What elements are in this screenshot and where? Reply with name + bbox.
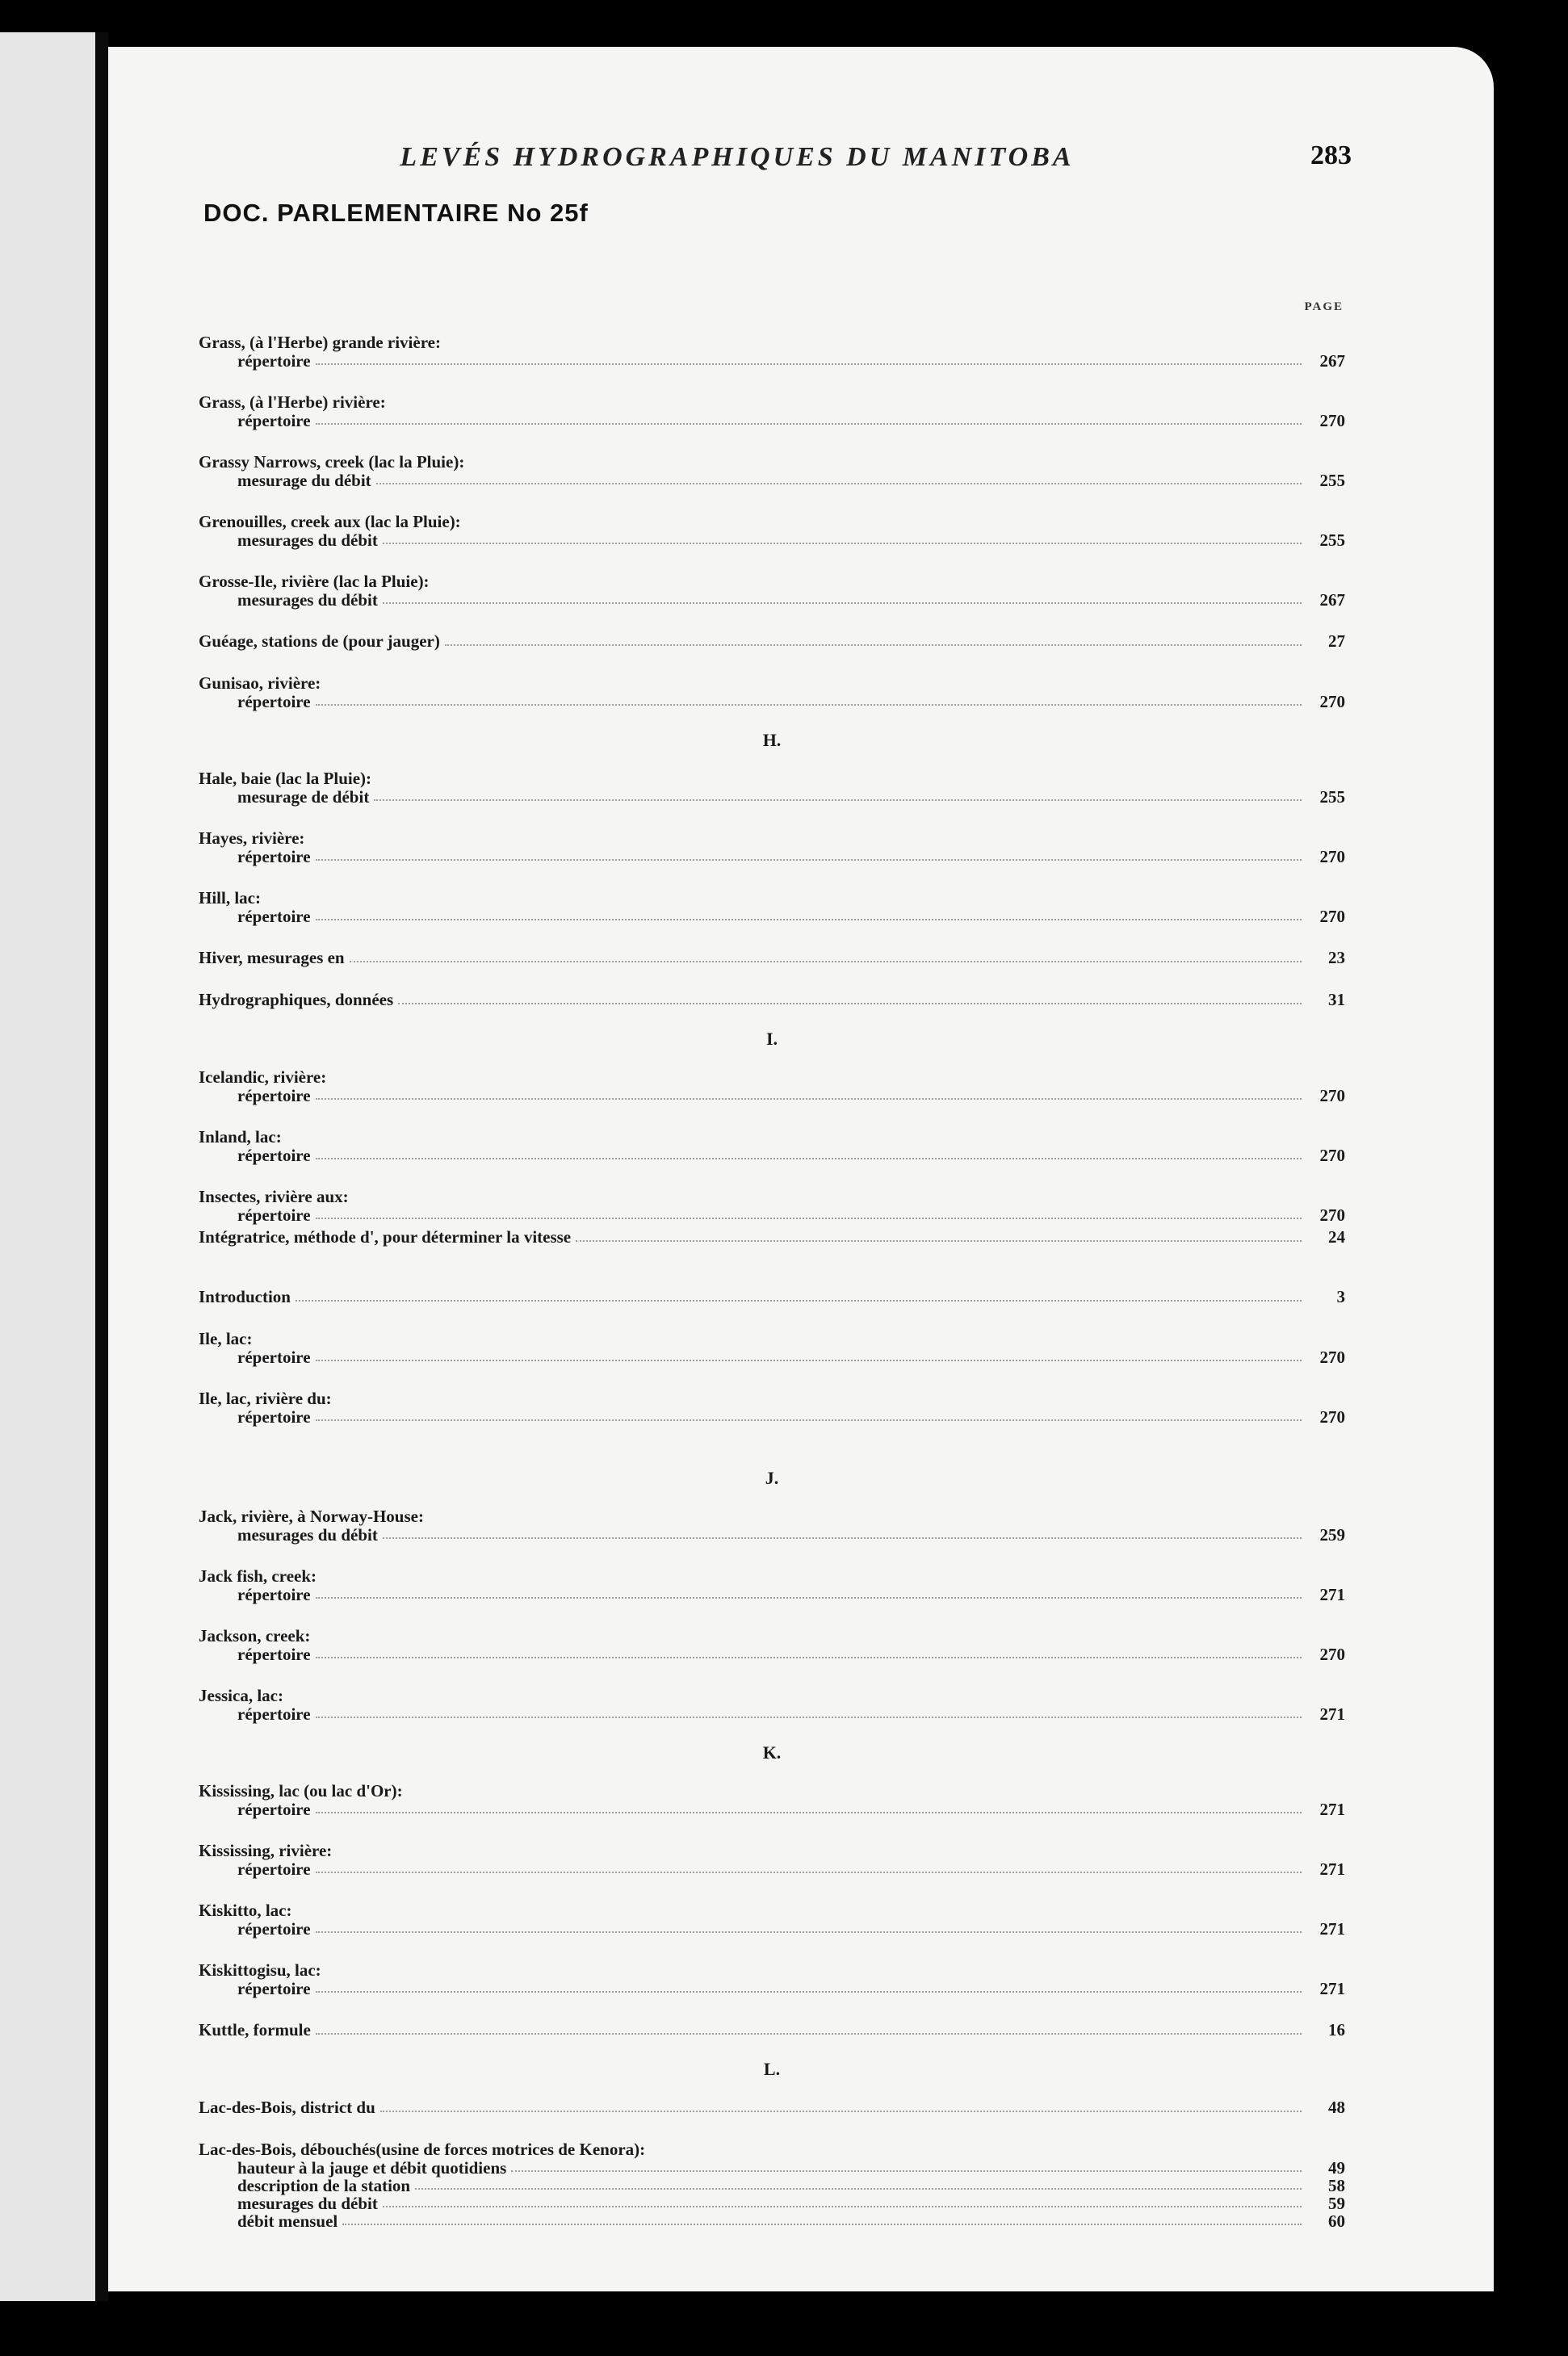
entry-label: répertoire: [237, 1645, 311, 1664]
entry-label: répertoire: [237, 1859, 311, 1879]
left-page-edge: [0, 32, 95, 2301]
entry-label: répertoire: [237, 1086, 311, 1105]
dot-leader: [316, 1991, 1302, 1993]
entry-label: répertoire: [237, 1704, 311, 1724]
dot-leader: [445, 644, 1302, 646]
page-ref: 270: [1319, 1146, 1345, 1165]
entry-label: répertoire: [237, 847, 311, 866]
entry-heading: Kiskitto, lac:: [199, 1901, 292, 1920]
index-entry: [199, 1841, 1345, 1878]
index-subentry: [199, 1920, 1345, 1938]
page-ref: 58: [1328, 2176, 1345, 2195]
index-subentry: [199, 1705, 1345, 1723]
dot-leader: [398, 1003, 1302, 1004]
index-entry: [199, 1781, 1345, 1818]
index-subentry: [199, 1586, 1345, 1604]
section-letter: L.: [763, 2059, 781, 2079]
page-ref: 270: [1319, 1086, 1345, 1105]
index-entry: [199, 948, 1345, 967]
page-ref: 271: [1319, 1919, 1345, 1939]
page-number: 283: [1310, 140, 1352, 170]
index-list: [199, 310, 1345, 2230]
page-ref: 270: [1319, 692, 1345, 711]
dot-leader: [316, 1098, 1302, 1100]
index-entry: [199, 888, 1345, 925]
index-entry: [199, 1187, 1345, 1224]
dot-leader: [316, 1812, 1302, 1813]
page-ref: 270: [1319, 1205, 1345, 1225]
entry-label: Kuttle, formule: [199, 2020, 311, 2039]
section-letter: H.: [762, 730, 782, 750]
entry-label: répertoire: [237, 907, 311, 926]
index-subentry: [199, 693, 1345, 711]
index-entry: [199, 828, 1345, 866]
index-entry: [199, 1901, 1345, 1938]
page-ref: 271: [1319, 1704, 1345, 1724]
page-column-label: PAGE: [1304, 300, 1344, 313]
section-letter: J.: [765, 1468, 779, 1488]
page-ref: 271: [1319, 1585, 1345, 1604]
index-entry: [199, 1626, 1345, 1663]
dot-leader: [316, 859, 1302, 861]
entry-label: Lac-des-Bois, district du: [199, 2098, 375, 2117]
dot-leader: [316, 704, 1302, 706]
entry-heading: Icelandic, rivière:: [199, 1067, 327, 1087]
index-subentry: [199, 591, 1345, 609]
index-entry: [199, 1960, 1345, 1998]
index-entry: [199, 1067, 1345, 1105]
entry-heading: Hale, baie (lac la Pluie):: [199, 769, 372, 788]
page-ref: 271: [1319, 1859, 1345, 1879]
index-entry: [199, 631, 1345, 651]
entry-label: description de la station: [237, 2176, 411, 2195]
index-subentry: [199, 1408, 1345, 1426]
entry-label: mesurage de débit: [237, 787, 370, 807]
document-header: DOC. PARLEMENTAIRE No 25f: [203, 199, 589, 227]
dot-leader: [316, 919, 1302, 920]
entry-label: Hydrographiques, données: [199, 990, 394, 1009]
entry-label: répertoire: [237, 1979, 311, 1998]
dot-leader: [350, 961, 1302, 962]
page-ref: 27: [1328, 631, 1345, 651]
entry-heading: Hayes, rivière:: [199, 828, 305, 848]
dot-leader: [383, 602, 1302, 604]
index-subentry: [199, 1645, 1345, 1663]
index-subentry: [199, 1801, 1345, 1818]
page-ref: 24: [1328, 1227, 1345, 1247]
index-subentry: [199, 2177, 1345, 2195]
entry-label: répertoire: [237, 1585, 311, 1604]
index-subentry: [199, 1087, 1345, 1105]
entry-heading: Ile, lac:: [199, 1329, 253, 1348]
index-subentry: [199, 531, 1345, 549]
dot-leader: [576, 1240, 1302, 1242]
dot-leader: [415, 2188, 1302, 2190]
page-ref: 23: [1328, 948, 1345, 967]
dot-leader: [316, 1419, 1302, 1421]
index-subentry: [199, 848, 1345, 866]
index-subentry: [199, 412, 1345, 430]
page-ref: 270: [1319, 1407, 1345, 1427]
dot-leader: [383, 2206, 1302, 2207]
index-subentry: [199, 788, 1345, 806]
entry-label: Introduction: [199, 1287, 291, 1306]
entry-label: Intégratrice, méthode d', pour déterminer la vitesse: [199, 1227, 572, 1247]
dot-leader: [316, 1360, 1302, 1361]
index-entry: [199, 1389, 1345, 1426]
page-ref: 60: [1328, 2211, 1345, 2231]
entry-heading: Hill, lac:: [199, 888, 261, 908]
page-ref: 270: [1319, 1348, 1345, 1367]
section-letter: K.: [762, 1742, 782, 1763]
dot-leader: [374, 799, 1302, 801]
entry-heading: Jack fish, creek:: [199, 1566, 317, 1586]
index-entry: [199, 1287, 1345, 1306]
entry-label: répertoire: [237, 1800, 311, 1819]
page-ref: 259: [1319, 1525, 1345, 1545]
index-entry: [199, 333, 1345, 370]
entry-label: répertoire: [237, 411, 311, 430]
entry-heading: Jackson, creek:: [199, 1626, 311, 1645]
index-subentry: [199, 1147, 1345, 1164]
index-subentry: [199, 472, 1345, 489]
index-entry: [199, 990, 1345, 1009]
index-line: [199, 1287, 1345, 1306]
entry-heading: Grass, (à l'Herbe) grande rivière:: [199, 333, 441, 352]
index-entry: [199, 2098, 1345, 2117]
entry-heading: Jack, rivière, à Norway-House:: [199, 1507, 424, 1526]
entry-label: mesurages du débit: [237, 530, 378, 550]
entry-label: mesurages du débit: [237, 590, 378, 610]
dot-leader: [316, 1657, 1302, 1658]
page-ref: 3: [1336, 1287, 1345, 1306]
page-ref: 270: [1319, 411, 1345, 430]
entry-label: répertoire: [237, 1919, 311, 1939]
entry-heading: Lac-des-Bois, débouchés(usine de forces motrices de Kenora):: [199, 2140, 646, 2159]
index-subentry: [199, 1980, 1345, 1998]
page-ref: 49: [1328, 2158, 1345, 2178]
binding-gutter: [95, 32, 108, 2301]
page-ref: 267: [1319, 590, 1345, 610]
dot-leader: [316, 1872, 1302, 1873]
index-entry: [199, 512, 1345, 549]
index-subentry: [199, 2195, 1345, 2212]
entry-heading: Grass, (à l'Herbe) rivière:: [199, 392, 386, 412]
dot-leader: [316, 1218, 1302, 1219]
entry-label: répertoire: [237, 1205, 311, 1225]
entry-label: hauteur à la jauge et débit quotidiens: [237, 2158, 507, 2178]
index-line: [199, 631, 1345, 651]
page-ref: 271: [1319, 1800, 1345, 1819]
index-subentry: [199, 2159, 1345, 2177]
page-ref: 59: [1328, 2194, 1345, 2213]
dot-leader: [316, 1717, 1302, 1718]
index-entry: [199, 1127, 1345, 1164]
index-entry: [199, 452, 1345, 489]
index-subentry: [199, 2212, 1345, 2230]
entry-heading: Grassy Narrows, creek (lac la Pluie):: [199, 452, 465, 472]
index-subentry: [199, 1348, 1345, 1366]
index-subentry: [199, 352, 1345, 370]
index-line: [199, 990, 1345, 1009]
dot-leader: [316, 2033, 1302, 2035]
index-entry: [199, 2140, 1345, 2230]
dot-leader: [376, 483, 1302, 484]
page-ref: 48: [1328, 2098, 1345, 2117]
dot-leader: [383, 1537, 1302, 1539]
index-subentry: [199, 1526, 1345, 1544]
dot-leader: [316, 1597, 1302, 1599]
entry-heading: Gunisao, rivière:: [199, 673, 321, 693]
dot-leader: [316, 1931, 1302, 1933]
index-entry: [199, 673, 1345, 711]
index-line: [199, 2098, 1345, 2117]
dot-leader: [511, 2170, 1302, 2172]
dot-leader: [380, 2111, 1302, 2112]
entry-heading: Grosse-Ile, rivière (lac la Pluie):: [199, 572, 430, 591]
entry-heading: Kississing, rivière:: [199, 1841, 333, 1860]
entry-heading: Jessica, lac:: [199, 1686, 283, 1705]
dot-leader: [316, 423, 1302, 425]
entry-heading: Ile, lac, rivière du:: [199, 1389, 332, 1408]
index-line: [199, 948, 1345, 967]
entry-label: mesurages du débit: [237, 1525, 378, 1545]
index-entry: [199, 392, 1345, 430]
entry-label: répertoire: [237, 1146, 311, 1165]
entry-label: mesurage du débit: [237, 471, 371, 490]
index-entry: [199, 1686, 1345, 1723]
page-ref: 270: [1319, 907, 1345, 926]
dot-leader: [383, 543, 1302, 544]
entry-label: Hiver, mesurages en: [199, 948, 345, 967]
index-line: [199, 1227, 1345, 1247]
index-entry: [199, 2020, 1345, 2039]
section-letter: I.: [765, 1029, 778, 1049]
page-ref: 255: [1319, 471, 1345, 490]
entry-heading: Insectes, rivière aux:: [199, 1187, 349, 1206]
index-subentry: [199, 1206, 1345, 1224]
dot-leader: [342, 2224, 1302, 2225]
entry-heading: Kississing, lac (ou lac d'Or):: [199, 1781, 403, 1801]
page-ref: 270: [1319, 847, 1345, 866]
index-subentry: [199, 1860, 1345, 1878]
entry-label: répertoire: [237, 351, 311, 371]
page-ref: 267: [1319, 351, 1345, 371]
page-ref: 255: [1319, 787, 1345, 807]
entry-heading: Kiskittogisu, lac:: [199, 1960, 321, 1980]
entry-label: Guéage, stations de (pour jauger): [199, 631, 440, 651]
index-entry: [199, 769, 1345, 806]
page-ref: 255: [1319, 530, 1345, 550]
entry-label: répertoire: [237, 1407, 311, 1427]
entry-heading: Grenouilles, creek aux (lac la Pluie):: [199, 512, 461, 531]
index-entry: [199, 572, 1345, 609]
page-ref: 31: [1328, 990, 1345, 1009]
entry-label: répertoire: [237, 1348, 311, 1367]
index-entry: [199, 1227, 1345, 1247]
page-ref: 270: [1319, 1645, 1345, 1664]
entry-label: débit mensuel: [237, 2211, 338, 2231]
page-ref: 271: [1319, 1979, 1345, 1998]
entry-label: répertoire: [237, 692, 311, 711]
index-line: [199, 2020, 1345, 2039]
index-entry: [199, 1507, 1345, 1544]
index-entry: [199, 1566, 1345, 1604]
index-subentry: [199, 908, 1345, 925]
dot-leader: [296, 1300, 1302, 1302]
index-entry: [199, 1329, 1345, 1366]
page-ref: 16: [1328, 2020, 1345, 2039]
entry-label: mesurages du débit: [237, 2194, 378, 2213]
entry-heading: Inland, lac:: [199, 1127, 282, 1147]
dot-leader: [316, 363, 1302, 365]
dot-leader: [316, 1158, 1302, 1159]
running-head: LEVÉS HYDROGRAPHIQUES DU MANITOBA: [400, 142, 1075, 172]
